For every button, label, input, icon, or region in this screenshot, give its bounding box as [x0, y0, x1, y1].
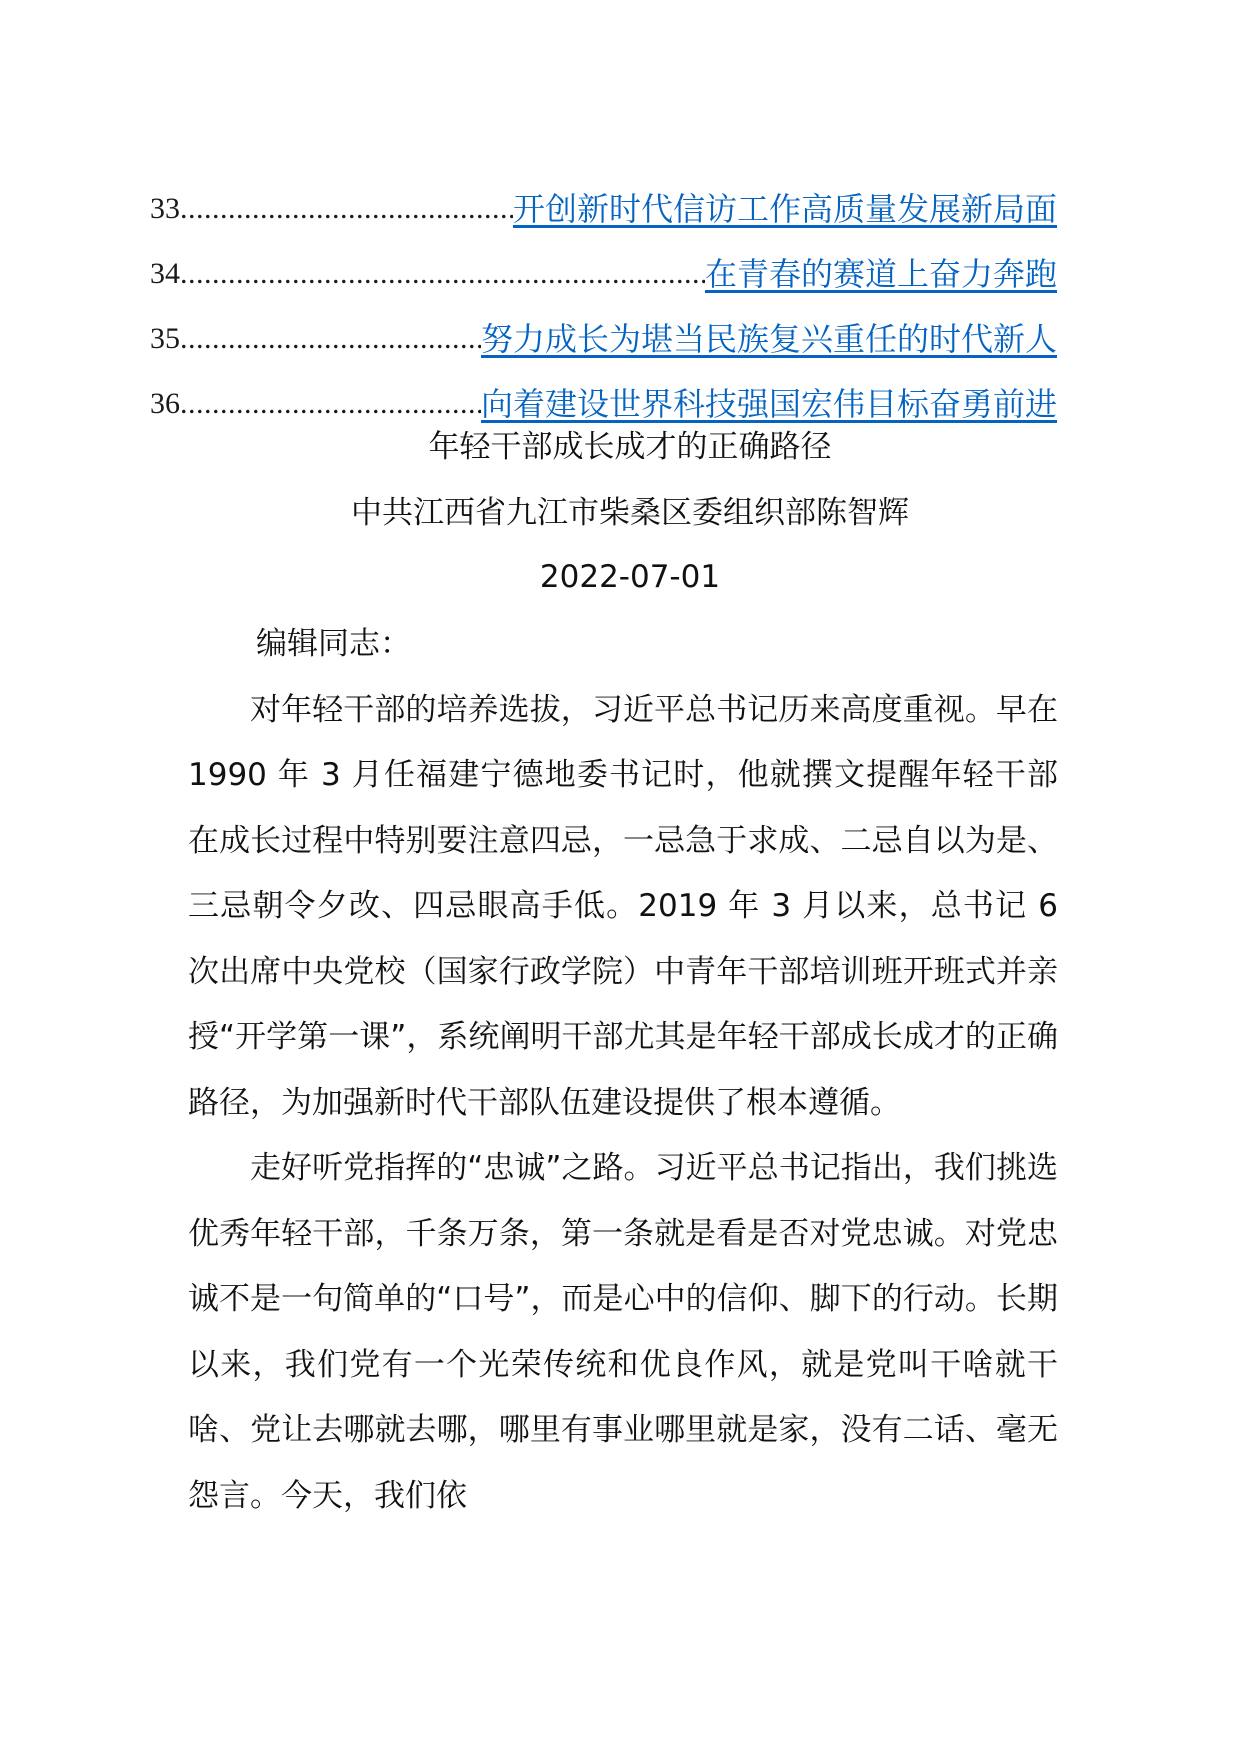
toc-page-number: 36 — [150, 387, 180, 420]
article-title: 年轻干部成长成才的正确路径 — [428, 429, 832, 465]
toc-entry — [150, 168, 1057, 233]
salutation: 编辑同志： — [256, 626, 411, 662]
toc-entry — [150, 298, 1057, 363]
toc-entry — [150, 363, 1057, 428]
toc-leader-dots — [180, 250, 705, 298]
toc-leader-dots — [180, 185, 513, 233]
toc-link[interactable]: 开创新时代信访工作高质量发展新局面 — [512, 190, 1057, 228]
toc-leader-dots — [180, 315, 481, 363]
toc-page-number: 35 — [150, 322, 180, 355]
toc-leader-dots — [180, 380, 481, 428]
toc-entry — [150, 233, 1057, 298]
article-body — [188, 612, 1058, 1529]
body-paragraph: 对年轻干部的培养选拔，习近平总书记历来高度重视。早在 1990 年 3 月任福建宁德地委书记时，他就撰文提醒年轻干部在成长过程中特别要注意四忌，一忌急于求成、二忌自以为是、三忌朝令夕改、四忌眼高手低。2019 年 3 月以来，总书记 6 次出席中央党校（国家行政学院）中青年干部培训班开班式并亲授“开学第一课”，系统阐明干部尤其是年轻干部成长成才的正确路径，为加强新时代干部队伍建设提供了根本遵循。 — [188, 691, 1058, 1121]
body-paragraph: 走好听党指挥的“忠诚”之路。习近平总书记指出，我们挑选优秀年轻干部，千条万条，第一条就是看是否对党忠诚。对党忠诚不是一句简单的“口号”，而是心中的信仰、脚下的行动。长期以来，我们党有一个光荣传统和优良作风，就是党叫干啥就干啥、党让去哪就去哪，哪里有事业哪里就是家，没有二话、毫无怨言。今天，我们依 — [188, 1150, 1058, 1514]
article-date: 2022-07-01 — [539, 559, 721, 595]
toc-page-number: 33 — [150, 192, 180, 225]
toc-link[interactable]: 努力成长为堪当民族复兴重任的时代新人 — [480, 320, 1057, 358]
toc-link[interactable]: 在青春的赛道上奋力奔跑 — [704, 255, 1057, 293]
toc-link[interactable]: 向着建设世界科技强国宏伟目标奋勇前进 — [480, 385, 1057, 423]
article-author: 中共江西省九江市柴桑区委组织部陈智辉 — [351, 495, 909, 531]
table-of-contents — [150, 168, 1057, 428]
toc-page-number: 34 — [150, 257, 180, 290]
